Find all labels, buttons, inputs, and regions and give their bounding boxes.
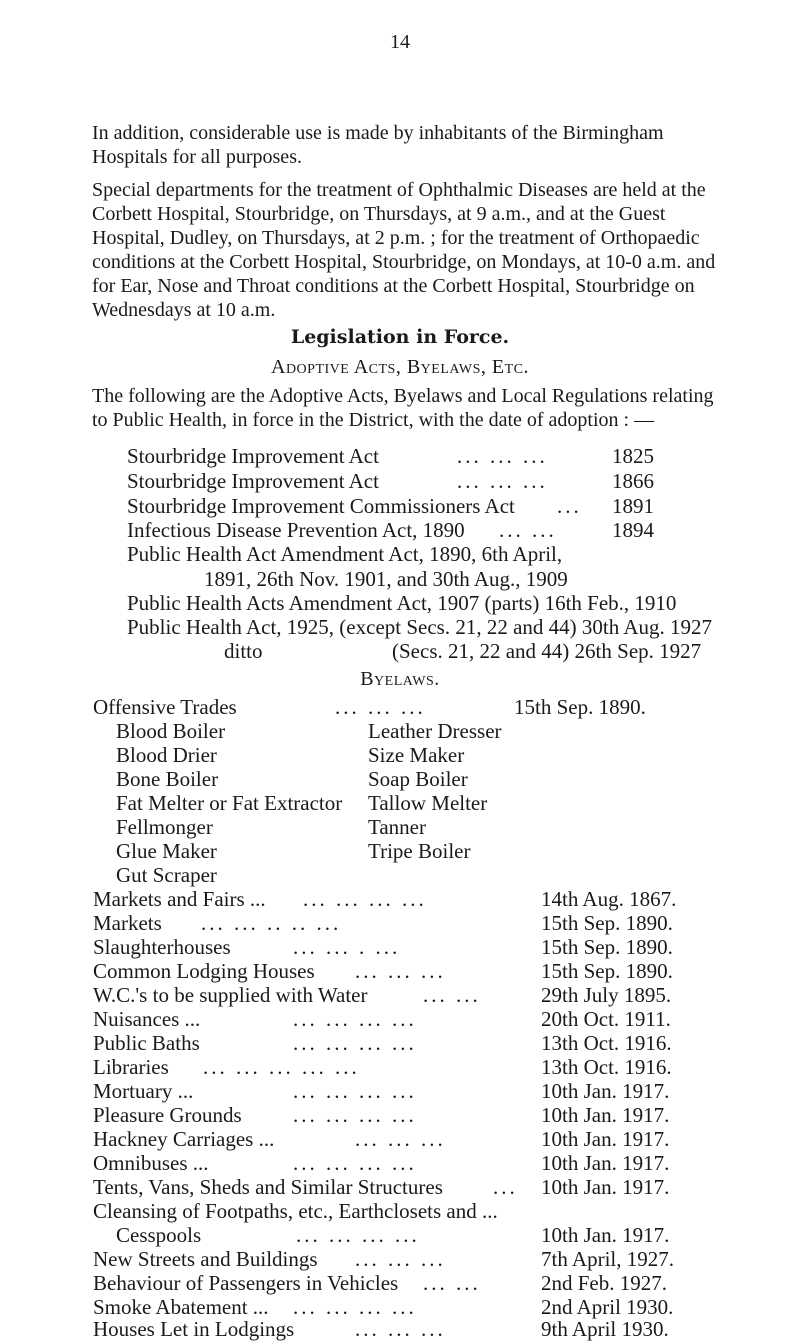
byelaw-date: 13th Oct. 1916. [541,1031,672,1055]
trade-item: Tripe Boiler [368,839,471,863]
byelaw-date: 15th Sep. 1890. [541,959,673,983]
byelaw-name: Libraries [93,1055,169,1079]
byelaw-date: 10th Jan. 1917. [541,1175,670,1199]
hospitals-paragraph: In addition, considerable use is made by inhabitants of the Birmingham Hospitals for all purposes. [92,122,664,168]
intro-paragraph: The following are the Adoptive Acts, Byelaws and Local Regulations relating to Public Health, in force in the District, with the date of adoption : — [92,385,714,431]
byelaw-date: 15th Sep. 1890. [541,935,673,959]
leader-dots: ... ... ... [355,959,446,983]
trade-item: Tanner [368,815,426,839]
byelaw-row [93,1078,743,1104]
byelaw-row [116,1222,743,1248]
byelaw-date: 10th Jan. 1917. [541,1151,670,1175]
byelaw-name: Common Lodging Houses [93,959,315,983]
byelaw-date: 13th Oct. 1916. [541,1055,672,1079]
byelaw-name: Mortuary ... [93,1079,194,1103]
trade-item: Blood Drier [116,743,217,767]
byelaw-date: 10th Jan. 1917. [541,1103,670,1127]
byelaw-row [93,886,743,912]
byelaw-row [93,934,743,960]
byelaw-date: 29th July 1895. [541,983,672,1007]
act-name: Infectious Disease Prevention Act, 1890 [127,518,465,542]
act-line: Public Health Act Amendment Act, 1890, 6th April, [127,542,563,566]
byelaw-date: 7th April, 1927. [541,1247,675,1271]
act-line: Public Health Act, 1925, (except Secs. 21, 22 and 44) 30th Aug. 1927 [127,615,712,639]
trade-item: Gut Scraper [116,863,217,887]
leader-dots: ... ... ... [355,1127,446,1151]
byelaw-name: Slaughterhouses [93,935,231,959]
trade-item: Fellmonger [116,815,213,839]
byelaw-name: Hackney Carriages ... [93,1127,275,1151]
leader-dots: ... ... ... [457,444,548,468]
byelaw-row [93,958,743,984]
leader-dots: ... ... ... ... [296,1223,420,1247]
byelaw-date: 2nd April 1930. [541,1295,674,1319]
act-line: 1891, 26th Nov. 1901, and 30th Aug., 1909 [204,567,568,591]
act-name: Stourbridge Improvement Act [127,444,379,468]
byelaw-name: New Streets and Buildings [93,1247,318,1271]
byelaw-row [93,1126,743,1152]
trade-item: Leather Dresser [368,719,502,743]
byelaw-date: 15th Sep. 1890. [541,911,673,935]
byelaws-heading: Byelaws. [360,668,440,690]
leader-dots: ... ... ... ... [293,1295,417,1319]
byelaw-row [93,1316,743,1340]
leader-dots: ... ... ... ... [293,1103,417,1127]
leader-dots: ... ... ... [335,695,426,719]
adoptive-acts-heading: Adoptive Acts, Byelaws, Etc. [271,356,529,378]
act-year: 1866 [612,469,654,493]
trade-item: Blood Boiler [116,719,226,743]
trade-item: Bone Boiler [116,767,219,791]
byelaw-name: Smoke Abatement ... [93,1295,269,1319]
byelaw-row [93,1102,743,1128]
trade-item: Size Maker [368,743,465,767]
byelaw-row [93,1150,743,1176]
act-line: ditto [224,639,263,663]
byelaw-date: 10th Jan. 1917. [541,1223,670,1247]
leader-dots: ... ... ... ... [293,1031,417,1055]
leader-dots: ... ... ... [355,1317,446,1341]
leader-dots: ... ... [499,518,557,542]
byelaw-name: Cesspools [116,1223,202,1247]
leader-dots: ... ... [423,983,481,1007]
act-year: 1894 [612,518,654,542]
byelaw-row [93,1174,743,1200]
act-row [127,468,707,494]
leader-dots: ... ... ... [457,469,548,493]
legislation-heading: Legislation in Force. [290,326,510,348]
byelaw-date: 9th April 1930. [541,1317,669,1341]
act-name: Stourbridge Improvement Act [127,469,379,493]
act-year: 1891 [612,494,654,518]
act-row [127,443,707,469]
byelaw-date: 10th Jan. 1917. [541,1127,670,1151]
trade-item: Tallow Melter [368,791,488,815]
offensive-trades-label: Offensive Trades [93,695,237,719]
offensive-trades-date: 15th Sep. 1890. [514,695,646,719]
byelaw-name: Markets and Fairs ... [93,887,266,911]
leader-dots: ... ... ... ... [293,1007,417,1031]
leader-dots: ... ... ... ... ... [203,1055,360,1079]
byelaw-row [93,1246,743,1272]
act-line: (Secs. 21, 22 and 44) 26th Sep. 1927 [392,639,702,663]
leader-dots: ... ... ... ... [293,1079,417,1103]
byelaw-name: Nuisances ... [93,1007,201,1031]
leader-dots: ... ... ... ... [293,1151,417,1175]
act-year: 1825 [612,444,654,468]
byelaw-name: Tents, Vans, Sheds and Similar Structures [93,1175,443,1199]
byelaw-row [93,1006,743,1032]
act-row [127,517,707,543]
leader-dots: ... ... .. .. ... [201,911,342,935]
leader-dots: ... [557,494,582,518]
byelaw-row [93,1054,743,1080]
page-number: 14 [390,31,410,53]
byelaw-name: Public Baths [93,1031,200,1055]
byelaw-name: Pleasure Grounds [93,1103,242,1127]
act-row [127,493,707,519]
byelaw-name: Omnibuses ... [93,1151,209,1175]
byelaw-row [93,1030,743,1056]
offensive-trades-row [93,694,743,720]
byelaw-row [93,910,743,936]
leader-dots: ... ... [423,1271,481,1295]
byelaw-name: Cleansing of Footpaths, etc., Earthclosets and ... [93,1199,498,1223]
byelaw-date: 10th Jan. 1917. [541,1079,670,1103]
departments-paragraph: Special departments for the treatment of Ophthalmic Diseases are held at the Corbett Hospital, Stourbridge, on Thursdays, at 9 a.m., and at the Guest Hospital, Dudley, on Thursdays, at 2 p.m. ; for the treatment of Orthopaedic conditions at the Corbett Hospital, Stourbridge, on Mondays, at 10-0 a.m. and for Ear, Nose and Throat conditions at the Corbett Hospital, Stourbridge on Wednesdays at 10 a.m. [92,179,716,321]
leader-dots: ... ... . ... [293,935,401,959]
act-line: Public Health Acts Amendment Act, 1907 (parts) 16th Feb., 1910 [127,591,677,615]
byelaw-row [93,982,743,1008]
byelaw-row [93,1270,743,1296]
byelaw-date: 2nd Feb. 1927. [541,1271,667,1295]
byelaw-name: Markets [93,911,162,935]
byelaw-date: 14th Aug. 1867. [541,887,677,911]
byelaw-name: Behaviour of Passengers in Vehicles [93,1271,399,1295]
trade-item: Fat Melter or Fat Extractor [116,791,343,815]
byelaw-row [93,1198,743,1224]
byelaw-name: W.C.'s to be supplied with Water [93,983,368,1007]
trade-item: Glue Maker [116,839,217,863]
act-name: Stourbridge Improvement Commissioners Act [127,494,515,518]
trade-item: Soap Boiler [368,767,468,791]
leader-dots: ... [493,1175,518,1199]
leader-dots: ... ... ... [355,1247,446,1271]
byelaw-name: Houses Let in Lodgings [93,1317,295,1341]
byelaw-date: 20th Oct. 1911. [541,1007,671,1031]
leader-dots: ... ... ... ... [303,887,427,911]
